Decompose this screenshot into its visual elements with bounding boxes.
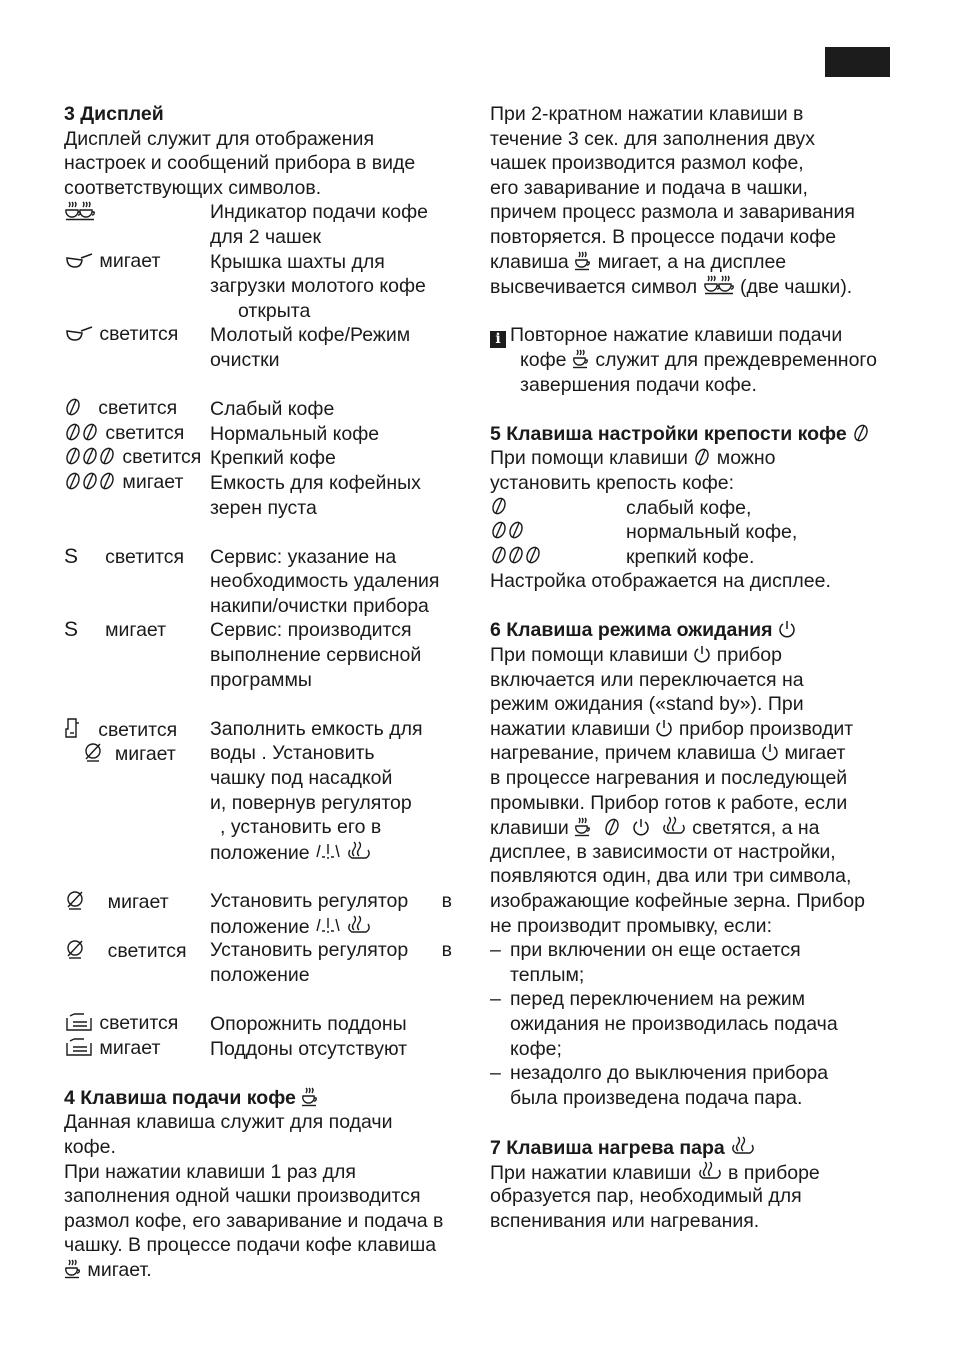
body-text: причем процесс размола и заваривания xyxy=(490,201,855,224)
body-text: его заваривание и подача в чашки, xyxy=(490,176,808,199)
coffee-bean-icon xyxy=(64,397,82,417)
page-tab-marker xyxy=(825,47,890,77)
two-cups-icon xyxy=(64,200,96,222)
display-row-scoop-lit xyxy=(64,323,462,372)
display-state: светится xyxy=(99,1011,179,1034)
two-cups-icon xyxy=(703,274,735,296)
body-text: нажатии клавиши прибор производит xyxy=(490,717,854,740)
display-desc: загрузки молотого кофе xyxy=(210,275,426,298)
display-desc: Крышка шахты для xyxy=(210,250,385,273)
section-4-text: кофе. xyxy=(64,1135,116,1158)
section-5-title: 5 Клавиша настройки крепости кофе xyxy=(490,422,890,447)
coffee-bean-icon xyxy=(490,520,526,540)
body-text: образуется пар, необходимый для xyxy=(490,1185,802,1208)
display-desc-tail: в xyxy=(441,890,452,912)
body-text: Настройка отображается на дисплее. xyxy=(490,570,831,593)
display-row-two-cups xyxy=(64,200,462,249)
display-row-water xyxy=(64,717,462,865)
right-column xyxy=(490,102,890,1233)
body-text: чашек производится размол кофе, xyxy=(490,152,804,175)
display-row-tray-lit xyxy=(64,1012,462,1037)
steam-icon xyxy=(697,1160,723,1182)
display-desc: , установить его в xyxy=(220,816,382,839)
body-text: дисплее, в зависимости от настройки, xyxy=(490,840,836,863)
display-desc: необходимость удаления xyxy=(210,570,440,593)
body-text: нагревание, причем клавиша мигает xyxy=(490,742,846,765)
section-3-intro-1: Дисплей служит для отображения xyxy=(64,127,375,150)
display-desc: Молотый кофе/Режим xyxy=(210,324,411,347)
section-4-text: размол кофе, его заваривание и подача в xyxy=(64,1209,444,1232)
display-state: светится xyxy=(105,421,185,444)
section-3-intro-3: соответствующих символов. xyxy=(64,176,322,199)
power-icon xyxy=(655,718,673,738)
display-desc: Крепкий кофе xyxy=(210,447,336,470)
body-text: появляются один, два или три символа, xyxy=(490,865,852,888)
body-text: При нажатии клавиши в приборе xyxy=(490,1161,820,1184)
display-desc: положение xyxy=(210,915,310,938)
display-state: мигает xyxy=(99,249,161,272)
section-4-text: заполнения одной чашки производится xyxy=(64,1185,421,1208)
body-text: При помощи клавиши прибор xyxy=(490,644,782,667)
body-text: высвечивается символ (две чашки). xyxy=(490,276,853,299)
display-state: светится xyxy=(98,397,178,420)
display-desc: Опорожнить поддоны xyxy=(210,1012,407,1035)
drip-tray-icon xyxy=(64,1037,94,1057)
display-desc: для 2 чашек xyxy=(210,225,322,248)
cup-steam-icon xyxy=(574,817,592,837)
body-text: клавиша мигает, а на дисплее xyxy=(490,250,787,273)
section-7-title: 7 Клавиша нагрева пара xyxy=(490,1135,890,1160)
display-state: светится xyxy=(99,323,179,346)
steam-nozzle-position-icon xyxy=(315,916,341,936)
display-desc: Нормальный кофе xyxy=(210,422,380,445)
power-icon xyxy=(761,742,779,762)
power-icon xyxy=(693,644,711,664)
body-text: При помощи клавиши можно xyxy=(490,447,776,470)
display-state: мигает xyxy=(99,1036,161,1059)
steam-icon xyxy=(346,914,372,936)
strength-level-1: слабый кофе, xyxy=(490,496,890,521)
display-row-knob-lit xyxy=(64,938,462,987)
display-state: мигает xyxy=(114,743,176,766)
coffee-bean-icon xyxy=(490,496,508,516)
ground-coffee-scoop-icon xyxy=(64,325,94,343)
display-state: светится xyxy=(122,446,202,469)
display-row-bean-3 xyxy=(64,446,462,471)
display-row-tray-blinking xyxy=(64,1037,462,1062)
strength-level-2: нормальный кофе, xyxy=(490,520,890,545)
cup-steam-icon xyxy=(572,349,590,369)
body-text: вспенивания или нагревания. xyxy=(490,1209,760,1232)
display-state: светится xyxy=(105,545,185,568)
display-desc: Установить регулятор xyxy=(210,939,409,962)
steam-icon xyxy=(730,1135,756,1157)
display-desc: воды . Установить xyxy=(210,742,375,765)
display-desc-tail: в xyxy=(441,939,452,962)
body-text: повторяется. В процессе подачи кофе xyxy=(490,225,837,248)
coffee-bean-icon xyxy=(852,423,870,443)
display-row-bean-3-blinking xyxy=(64,471,462,520)
list-item: – перед переключением на режим ожидания не производилась подача кофе; xyxy=(490,988,838,1060)
section-3-title: 3 Дисплей xyxy=(64,103,164,125)
coffee-bean-icon xyxy=(490,545,543,565)
list-item: – незадолго до выключения прибора была произведена подача пара. xyxy=(490,1062,829,1109)
regulator-knob-icon xyxy=(64,938,86,960)
cup-steam-icon xyxy=(64,1259,82,1279)
section-4-text: чашку. В процессе подачи кофе клавиша xyxy=(64,1234,437,1257)
body-text: режим ожидания («stand by»). При xyxy=(490,693,804,716)
display-row-bean-2 xyxy=(64,422,462,447)
drip-tray-icon xyxy=(64,1012,94,1032)
display-row-service-lit xyxy=(64,545,462,619)
display-desc: открыта xyxy=(238,299,311,322)
display-desc: положение xyxy=(210,841,310,864)
display-desc: зерен пуста xyxy=(210,496,317,519)
body-text: не производит промывку, если: xyxy=(490,914,772,937)
strength-level-3: крепкий кофе. xyxy=(490,545,890,570)
regulator-knob-icon xyxy=(64,889,86,911)
section-4-text: При нажатии клавиши 1 раз для xyxy=(64,1160,356,1183)
display-desc: очистки xyxy=(210,348,280,371)
display-desc: Сервис: указание на xyxy=(210,545,397,568)
coffee-bean-icon xyxy=(64,471,117,491)
coffee-bean-icon xyxy=(693,447,711,467)
display-desc: Емкость для кофейных xyxy=(210,471,421,494)
display-desc: положение xyxy=(210,963,310,986)
regulator-knob-icon xyxy=(82,741,104,763)
display-desc: Установить регулятор xyxy=(210,890,409,912)
display-desc: чашку под насадкой xyxy=(210,767,393,790)
display-state: светится xyxy=(98,718,178,741)
steam-nozzle-position-icon xyxy=(315,842,341,862)
body-text: течение 3 сек. для заполнения двух xyxy=(490,127,815,150)
display-desc: Поддоны отсутствуют xyxy=(210,1037,408,1060)
ground-coffee-scoop-icon xyxy=(64,252,94,270)
display-desc: программы xyxy=(210,668,312,691)
body-text: клавиши светятся, а на xyxy=(490,817,820,840)
body-text: изображающие кофейные зерна. Прибор xyxy=(490,890,865,912)
display-row-knob-blinking xyxy=(64,889,462,938)
section-4-text: Данная клавиша служит для подачи xyxy=(64,1111,393,1134)
display-row-scoop-blinking xyxy=(64,250,462,324)
coffee-bean-icon xyxy=(64,446,117,466)
info-note: кофе служит для преждевременного xyxy=(520,348,877,371)
display-desc: и, повернув регулятор xyxy=(210,791,412,814)
section-6-title: 6 Клавиша режима ожидания xyxy=(490,618,890,643)
display-desc: накипи/очистки прибора xyxy=(210,594,429,617)
display-row-service-blinking xyxy=(64,618,462,692)
steam-icon xyxy=(661,815,687,837)
service-s-symbol: S xyxy=(64,544,79,568)
display-desc: выполнение сервисной xyxy=(210,644,422,667)
body-text: При 2-кратном нажатии клавиши в xyxy=(490,103,804,125)
cup-steam-icon xyxy=(574,251,592,271)
display-state: мигает xyxy=(107,891,169,913)
body-text: промывки. Прибор готов к работе, если xyxy=(490,791,848,814)
display-desc: Слабый кофе xyxy=(210,398,335,421)
water-tank-icon xyxy=(64,717,82,739)
display-state: мигает xyxy=(105,619,167,642)
left-column xyxy=(64,102,462,1283)
body-text: установить крепость кофе: xyxy=(490,471,734,494)
display-desc: Заполнить емкость для xyxy=(210,717,423,740)
power-icon xyxy=(778,619,796,639)
display-state: светится xyxy=(107,940,187,963)
coffee-bean-icon xyxy=(603,817,621,837)
power-icon xyxy=(632,817,650,837)
body-text: включается или переключается на xyxy=(490,668,804,691)
info-note: завершения подачи кофе. xyxy=(520,373,757,396)
section-3-intro-2: настроек и сообщений прибора в виде xyxy=(64,152,416,175)
info-icon: i xyxy=(490,331,506,348)
coffee-bean-icon xyxy=(64,422,100,442)
cup-steam-icon xyxy=(301,1087,319,1107)
body-text: в процессе нагревания и последующей xyxy=(490,767,848,790)
list-item: – при включении он еще остается теплым; xyxy=(490,939,801,986)
display-desc: Индикатор подачи кофе xyxy=(210,201,428,224)
service-s-symbol: S xyxy=(64,618,79,642)
section-4-title: 4 Клавиша подачи кофе xyxy=(64,1086,462,1111)
display-state: мигает xyxy=(122,470,184,493)
steam-icon xyxy=(346,840,372,862)
info-note: i Повторное нажатие клавиши подачи xyxy=(490,323,890,348)
display-desc: Сервис: производится xyxy=(210,619,412,642)
display-row-bean-1 xyxy=(64,397,462,422)
section-4-text-end: мигает. xyxy=(64,1258,462,1283)
